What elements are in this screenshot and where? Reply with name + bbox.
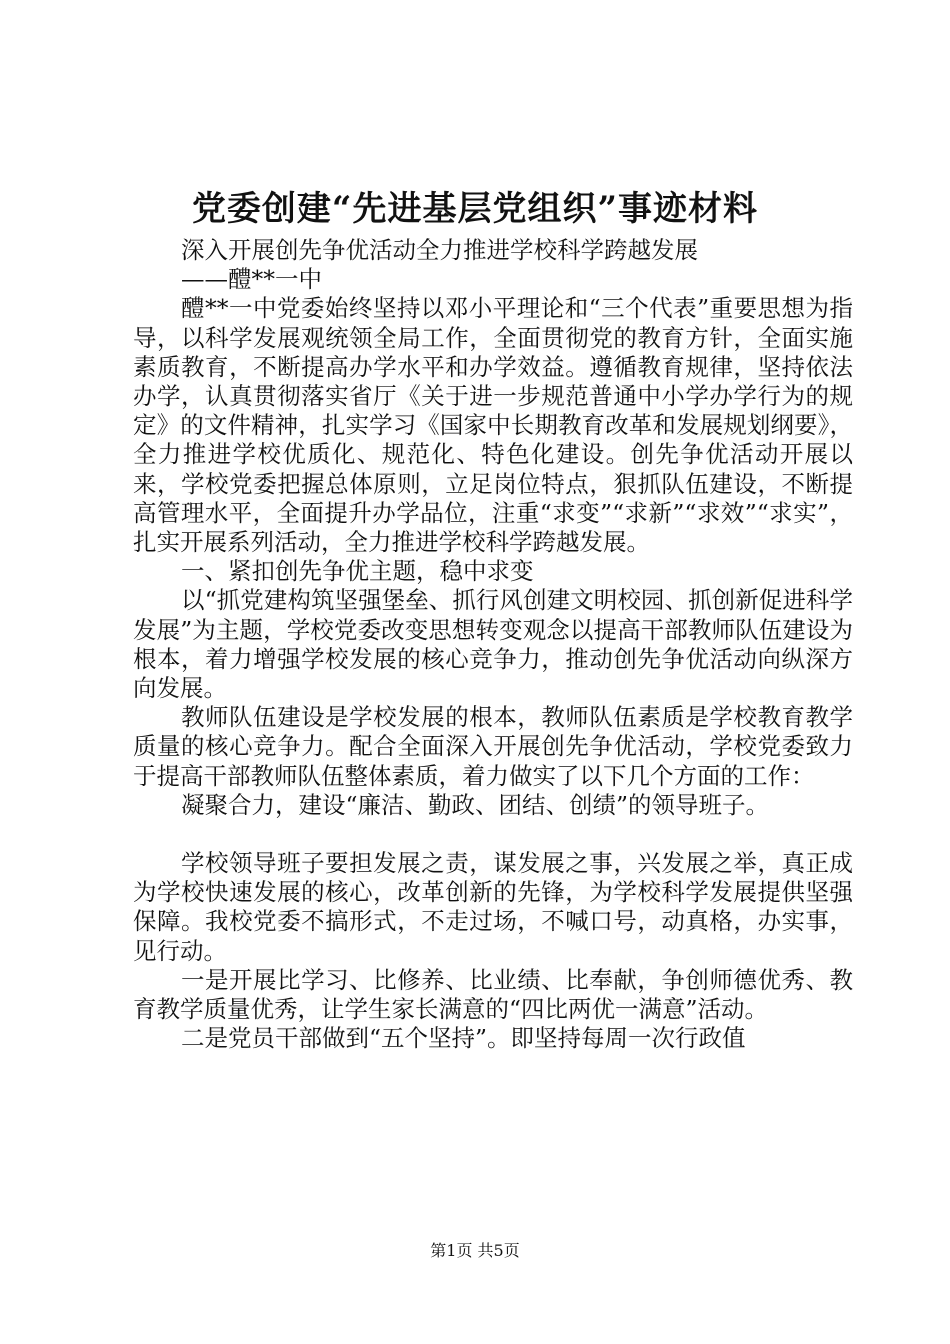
paragraph: 二是党员干部做到“五个坚持”。即坚持每周一次行政值 xyxy=(181,1024,746,1053)
section-heading: 一、紧扣创先争优主题，稳中求变 xyxy=(181,557,534,586)
document-body xyxy=(133,236,853,1053)
paragraph: 学校领导班子要担发展之责，谋发展之事，兴发展之举，真正成为学校快速发展的核心，改革创新的先锋，为学校科学发展提供坚强保障。我校党委不搞形式，不走过场，不喊口号，动真格，办实事，见行动。 xyxy=(133,849,853,965)
document-title: 党委创建“先进基层党组织”事迹材料 xyxy=(191,189,759,229)
paragraph: 以“抓党建构筑坚强堡垒、抓行风创建文明校园、抓创新促进科学发展”为主题，学校党委改变思想转变观念以提高干部教师队伍建设为根本，着力增强学校发展的核心竞争力，推动创先争优活动向纵深方向发展。 xyxy=(133,586,853,703)
document-byline: ——醴**一中 xyxy=(181,265,322,294)
document-subtitle: 深入开展创先争优活动全力推进学校科学跨越发展 xyxy=(181,236,698,264)
paragraph: 凝聚合力，建设“廉洁、勤政、团结、创绩”的领导班子。 xyxy=(181,790,770,819)
paragraph: 醴**一中党委始终坚持以邓小平理论和“三个代表”重要思想为指导，以科学发展观统领全局工作，全面贯彻党的教育方针，全面实施素质教育，不断提高办学水平和办学效益。遵循教育规律，坚持依法办学，认真贯彻落实省厅《关于进一步规范普通中小学办学行为的规定》的文件精神，扎实学习《国家中长期教育改革和发展规划纲要》，全力推进学校优质化、规范化、特色化建设。创先争优活动开展以来，学校党委把握总体原则，立足岗位特点，狠抓队伍建设，不断提高管理水平，全面提升办学品位，注重“求变”“求新”“求效”“求实”，扎实开展系列活动，全力推进学校科学跨越发展。 xyxy=(133,294,853,557)
page-footer: 第1页 共5页 xyxy=(430,1241,520,1260)
paragraph: 教师队伍建设是学校发展的根本，教师队伍素质是学校教育教学质量的核心竞争力。配合全面深入开展创先争优活动，学校党委致力于提高干部教师队伍整体素质，着力做实了以下几个方面的工作： xyxy=(133,703,853,790)
paragraph: 一是开展比学习、比修养、比业绩、比奉献，争创师德优秀、教育教学质量优秀，让学生家长满意的“四比两优一满意”活动。 xyxy=(133,965,853,1024)
